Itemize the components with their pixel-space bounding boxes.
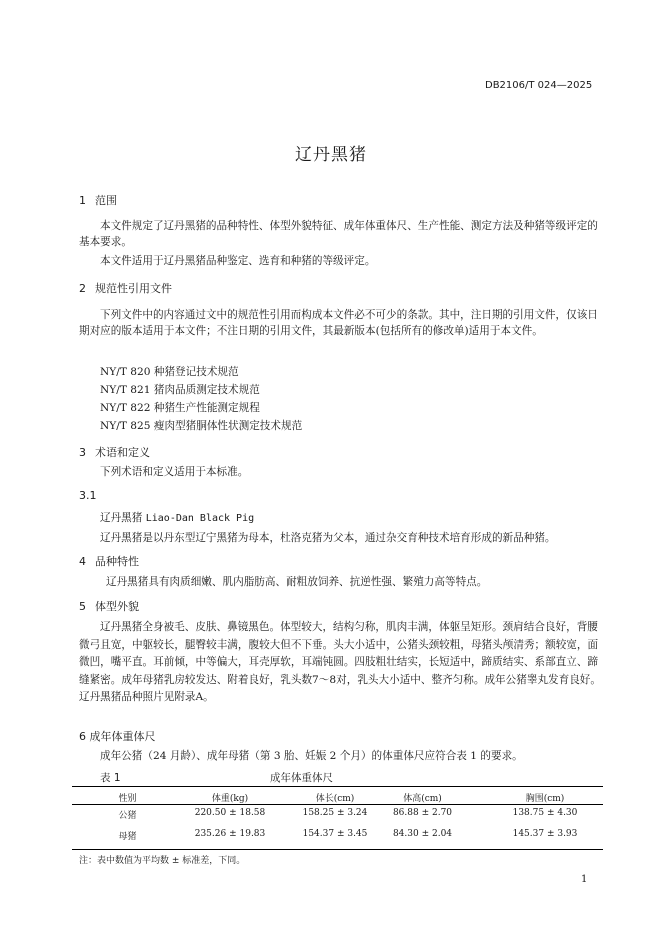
subsection-3-1-number: 3.1 — [79, 489, 97, 502]
table-cell: 母猪 — [118, 832, 137, 842]
table-cell: 154.37 ± 3.45 — [302, 829, 368, 839]
section-2-title: 规范性引用文件 — [95, 282, 172, 295]
section-5-paragraph-1: 辽丹黑猪全身被毛、皮肤、鼻镜黑色。体型较大，结构匀称，肌肉丰满，体躯呈矩形。颈肩结合良好，背腰微弓且宽，中躯较长，腿臀较丰满，腹较大但不下垂。头大小适中，公猪头颈较粗，母猪头颅清秀；额较宽，面微凹，嘴平直。耳前倾，中等偏大，耳壳厚软，耳端钝圆。四肢粗壮结实，长短适中，蹄质结实、系部直立、蹄缝紧密。成年母猪乳房较发达、附着良好，乳头数7～8对，乳头大小适中、整齐匀称。成年公猪睾丸发育良好。辽丹黑猪品种照片见附录A。 — [79, 621, 601, 703]
section-4-paragraph-1: 辽丹黑猪具有肉质细嫩、肌内脂肪高、耐粗放饲养、抗逆性强、繁殖力高等特点。 — [106, 576, 488, 588]
section-5-title: 体型外貌 — [95, 600, 139, 613]
table-header-cell: 胸围(cm) — [525, 794, 565, 804]
table-header-rule — [72, 804, 603, 805]
term-definition: 辽丹黑猪是以丹东型辽宁黑猪为母本，杜洛克猪为父本，通过杂交育种技术培育形成的新品种猪。 — [100, 532, 556, 544]
table-cell: 公猪 — [118, 811, 137, 821]
table-top-rule — [72, 786, 603, 787]
section-5-number: 5 — [79, 600, 86, 613]
section-4-number: 4 — [79, 555, 86, 568]
section-6-paragraph-1: 成年公猪（24 月龄）、成年母猪（第 3 胎、妊娠 2 个月）的体重体尺应符合表 1 的要求。 — [100, 750, 523, 762]
term-chinese: 辽丹黑猪 — [100, 512, 143, 524]
term-english: Liao-Dan Black Pig — [145, 513, 255, 524]
section-5-heading — [79, 598, 139, 614]
document-title: 辽丹黑猪 — [295, 145, 367, 165]
standard-code: DB2106/T 024—2025 — [485, 80, 593, 91]
reference-item: NY/T 820 种猪登记技术规范 — [100, 366, 239, 378]
section-2-number: 2 — [79, 282, 86, 295]
table-header-cell: 体高(cm) — [403, 794, 442, 804]
term-entry — [100, 510, 254, 525]
table-cell: 220.50 ± 18.58 — [194, 808, 266, 818]
reference-item: NY/T 825 瘦肉型猪胴体性状测定技术规范 — [100, 420, 303, 432]
section-1-title: 范围 — [95, 194, 117, 207]
section-1-number: 1 — [79, 194, 86, 207]
table-cell: 138.75 ± 4.30 — [512, 808, 578, 818]
table-header-cell: 体长(cm) — [315, 794, 355, 804]
section-1-paragraph-1: 本文件规定了辽丹黑猪的品种特性、体型外貌特征、成年体重体尺、生产性能、测定方法及种猪等级评定的基本要求。 — [79, 220, 598, 248]
table-cell: 86.88 ± 2.70 — [392, 808, 453, 818]
section-2-heading — [79, 280, 172, 296]
table-header-cell: 性别 — [118, 794, 137, 804]
section-3-paragraph-1: 下列术语和定义适用于本标准。 — [100, 466, 249, 478]
table-1-label: 表 1 — [100, 772, 121, 784]
section-3-number: 3 — [79, 446, 86, 459]
section-1-heading — [79, 192, 117, 208]
section-1-paragraph-2: 本文件适用于辽丹黑猪品种鉴定、选育和种猪的等级评定。 — [100, 255, 376, 267]
table-cell: 158.25 ± 3.24 — [302, 808, 368, 818]
table-bottom-rule — [72, 849, 603, 850]
section-3-heading — [79, 444, 150, 460]
table-note: 注：表中数值为平均数 ± 标准差，下同。 — [79, 856, 246, 866]
table-header-cell: 体重(kg) — [211, 794, 249, 804]
section-4-title: 品种特性 — [95, 555, 139, 568]
table-cell: 235.26 ± 19.83 — [194, 829, 266, 839]
page-number: 1 — [581, 874, 588, 885]
reference-item: NY/T 821 猪肉品质测定技术规范 — [100, 384, 260, 396]
section-4-heading — [79, 553, 139, 569]
section-3-title: 术语和定义 — [95, 446, 150, 459]
section-6-heading: 6 成年体重体尺 — [79, 730, 156, 743]
table-cell: 145.37 ± 3.93 — [512, 829, 578, 839]
reference-item: NY/T 822 种猪生产性能测定规程 — [100, 402, 260, 414]
table-1-title: 成年体重体尺 — [270, 772, 333, 784]
table-cell: 84.30 ± 2.04 — [392, 829, 453, 839]
section-2-paragraph-1: 下列文件中的内容通过文中的规范性引用而构成本文件必不可少的条款。其中，注日期的引用文件，仅该日期对应的版本适用于本文件；不注日期的引用文件，其最新版本(包括所有的修改单)适用于本文件。 — [79, 309, 598, 337]
